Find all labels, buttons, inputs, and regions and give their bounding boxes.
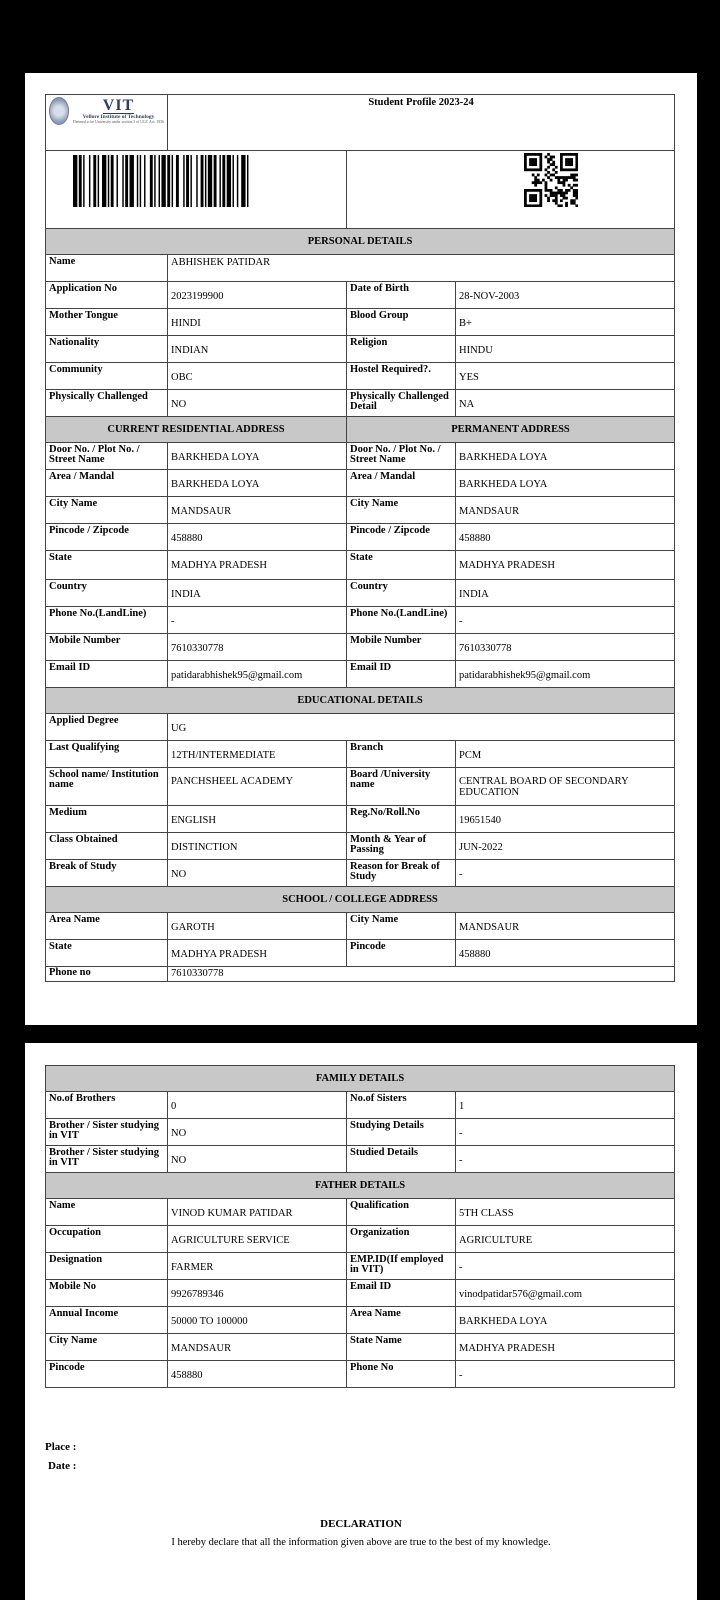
designation-value: FARMER <box>168 1253 347 1280</box>
physically-challenged-detail-label: Physically Challenged Detail <box>347 390 456 417</box>
board-value: CENTRAL BOARD OF SECONDARY EDUCATION <box>456 768 675 806</box>
current-area-value: BARKHEDA LOYA <box>168 470 347 497</box>
section-school-address: SCHOOL / COLLEGE ADDRESS <box>46 887 675 913</box>
nationality-value: INDIAN <box>168 336 347 363</box>
permanent-pincode-label: Pincode / Zipcode <box>347 524 456 551</box>
name-value: ABHISHEK PATIDAR <box>168 255 675 282</box>
emp-id-value: - <box>456 1253 675 1280</box>
father-state-value: MADHYA PRADESH <box>456 1334 675 1361</box>
school-pincode-value: 458880 <box>456 940 675 967</box>
annual-income-value: 50000 TO 100000 <box>168 1307 347 1334</box>
reg-no-value: 19651540 <box>456 806 675 833</box>
father-phone-value: - <box>456 1361 675 1388</box>
month-year-value: JUN-2022 <box>456 833 675 860</box>
school-area-value: GAROTH <box>168 913 347 940</box>
permanent-door-label: Door No. / Plot No. / Street Name <box>347 443 456 470</box>
section-personal-details: PERSONAL DETAILS <box>46 229 675 255</box>
current-door-value: BARKHEDA LOYA <box>168 443 347 470</box>
hostel-value: YES <box>456 363 675 390</box>
permanent-mobile-label: Mobile Number <box>347 634 456 661</box>
occupation-label: Occupation <box>46 1226 168 1253</box>
current-mobile-label: Mobile Number <box>46 634 168 661</box>
break-of-study-value: NO <box>168 860 347 887</box>
blood-group-label: Blood Group <box>347 309 456 336</box>
occupation-value: AGRICULTURE SERVICE <box>168 1226 347 1253</box>
qualification-value: 5TH CLASS <box>456 1199 675 1226</box>
current-pincode-value: 458880 <box>168 524 347 551</box>
qualification-label: Qualification <box>347 1199 456 1226</box>
mother-tongue-label: Mother Tongue <box>46 309 168 336</box>
school-city-label: City Name <box>347 913 456 940</box>
father-area-value: BARKHEDA LOYA <box>456 1307 675 1334</box>
father-city-label: City Name <box>46 1334 168 1361</box>
logo-tagline: Deemed to be University under section 3 of UGC Act, 1956 <box>72 120 164 124</box>
current-country-value: INDIA <box>168 580 347 607</box>
applied-degree-label: Applied Degree <box>46 714 168 741</box>
annual-income-label: Annual Income <box>46 1307 168 1334</box>
school-pincode-label: Pincode <box>347 940 456 967</box>
dob-label: Date of Birth <box>347 282 456 309</box>
nationality-label: Nationality <box>46 336 168 363</box>
father-pincode-label: Pincode <box>46 1361 168 1388</box>
logo-title: VIT <box>102 97 135 114</box>
qr-cell <box>347 151 675 229</box>
school-state-value: MADHYA PRADESH <box>168 940 347 967</box>
permanent-state-label: State <box>347 551 456 580</box>
application-no-label: Application No <box>46 282 168 309</box>
permanent-phone-value: - <box>456 607 675 634</box>
reason-break-label: Reason for Break of Study <box>347 860 456 887</box>
father-mobile-label: Mobile No <box>46 1280 168 1307</box>
permanent-door-value: BARKHEDA LOYA <box>456 443 675 470</box>
sibling-studied-label: Brother / Sister studying in VIT <box>46 1146 168 1173</box>
brothers-label: No.of Brothers <box>46 1092 168 1119</box>
current-phone-value: - <box>168 607 347 634</box>
permanent-email-label: Email ID <box>347 661 456 688</box>
place-label: Place : <box>45 1441 77 1453</box>
month-year-label: Month & Year of Passing <box>347 833 456 860</box>
emp-id-label: EMP.ID(If employed in VIT) <box>347 1253 456 1280</box>
application-no-value: 2023199900 <box>168 282 347 309</box>
community-label: Community <box>46 363 168 390</box>
profile-table-2 <box>45 1065 675 1388</box>
studied-details-label: Studied Details <box>347 1146 456 1173</box>
branch-label: Branch <box>347 741 456 768</box>
school-area-label: Area Name <box>46 913 168 940</box>
father-name-label: Name <box>46 1199 168 1226</box>
section-current-address: CURRENT RESIDENTIAL ADDRESS <box>46 417 347 443</box>
permanent-email-value: patidarabhishek95@gmail.com <box>456 661 675 688</box>
permanent-phone-label: Phone No.(LandLine) <box>347 607 456 634</box>
class-obtained-label: Class Obtained <box>46 833 168 860</box>
mother-tongue-value: HINDI <box>168 309 347 336</box>
brothers-value: 0 <box>168 1092 347 1119</box>
religion-label: Religion <box>347 336 456 363</box>
applied-degree-value: UG <box>168 714 675 741</box>
declaration-text: I hereby declare that all the information given above are true to the best of my knowledge. <box>171 1537 551 1548</box>
current-state-value: MADHYA PRADESH <box>168 551 347 580</box>
class-obtained-value: DISTINCTION <box>168 833 347 860</box>
sisters-value: 1 <box>456 1092 675 1119</box>
sisters-label: No.of Sisters <box>347 1092 456 1119</box>
sibling-studying-label: Brother / Sister studying in VIT <box>46 1119 168 1146</box>
page-title: Student Profile 2023-24 <box>168 95 675 151</box>
current-area-label: Area / Mandal <box>46 470 168 497</box>
profile-page-1 <box>25 73 697 1025</box>
last-qualifying-label: Last Qualifying <box>46 741 168 768</box>
profile-table-1 <box>45 94 675 982</box>
father-email-value: vinodpatidar576@gmail.com <box>456 1280 675 1307</box>
permanent-area-value: BARKHEDA LOYA <box>456 470 675 497</box>
board-label: Board /University name <box>347 768 456 806</box>
current-state-label: State <box>46 551 168 580</box>
sibling-studied-value: NO <box>168 1146 347 1173</box>
reason-break-value: - <box>456 860 675 887</box>
school-name-value: PANCHSHEEL ACADEMY <box>168 768 347 806</box>
permanent-country-label: Country <box>347 580 456 607</box>
school-phone-label: Phone no <box>46 967 168 982</box>
logo-cell <box>46 95 168 151</box>
physically-challenged-label: Physically Challenged <box>46 390 168 417</box>
medium-label: Medium <box>46 806 168 833</box>
father-name-value: VINOD KUMAR PATIDAR <box>168 1199 347 1226</box>
school-city-value: MANDSAUR <box>456 913 675 940</box>
dob-value: 28-NOV-2003 <box>456 282 675 309</box>
school-state-label: State <box>46 940 168 967</box>
father-mobile-value: 9926789346 <box>168 1280 347 1307</box>
permanent-city-value: MANDSAUR <box>456 497 675 524</box>
sibling-studying-value: NO <box>168 1119 347 1146</box>
father-email-label: Email ID <box>347 1280 456 1307</box>
current-city-label: City Name <box>46 497 168 524</box>
father-city-value: MANDSAUR <box>168 1334 347 1361</box>
blood-group-value: B+ <box>456 309 675 336</box>
section-permanent-address: PERMANENT ADDRESS <box>347 417 675 443</box>
declaration-title: DECLARATION <box>320 1518 402 1530</box>
current-email-label: Email ID <box>46 661 168 688</box>
seal-icon <box>49 97 69 125</box>
father-pincode-value: 458880 <box>168 1361 347 1388</box>
school-phone-value: 7610330778 <box>168 967 675 982</box>
vit-logo <box>49 97 164 125</box>
section-family-details: FAMILY DETAILS <box>46 1066 675 1092</box>
studying-details-value: - <box>456 1119 675 1146</box>
profile-page-2 <box>25 1043 697 1600</box>
section-father-details: FATHER DETAILS <box>46 1173 675 1199</box>
current-email-value: patidarabhishek95@gmail.com <box>168 661 347 688</box>
barcode-icon <box>71 153 321 209</box>
physically-challenged-value: NO <box>168 390 347 417</box>
section-educational-details: EDUCATIONAL DETAILS <box>46 688 675 714</box>
designation-label: Designation <box>46 1253 168 1280</box>
father-phone-label: Phone No <box>347 1361 456 1388</box>
logo-subtitle: Vellore Institute of Technology <box>82 114 155 120</box>
branch-value: PCM <box>456 741 675 768</box>
qr-code-icon <box>524 153 578 207</box>
barcode-cell <box>46 151 347 229</box>
studying-details-label: Studying Details <box>347 1119 456 1146</box>
religion-value: HINDU <box>456 336 675 363</box>
last-qualifying-value: 12TH/INTERMEDIATE <box>168 741 347 768</box>
organization-label: Organization <box>347 1226 456 1253</box>
current-phone-label: Phone No.(LandLine) <box>46 607 168 634</box>
studied-details-value: - <box>456 1146 675 1173</box>
permanent-city-label: City Name <box>347 497 456 524</box>
name-label: Name <box>46 255 168 282</box>
current-pincode-label: Pincode / Zipcode <box>46 524 168 551</box>
current-door-label: Door No. / Plot No. / Street Name <box>46 443 168 470</box>
physically-challenged-detail-value: NA <box>456 390 675 417</box>
father-area-label: Area Name <box>347 1307 456 1334</box>
medium-value: ENGLISH <box>168 806 347 833</box>
current-mobile-value: 7610330778 <box>168 634 347 661</box>
break-of-study-label: Break of Study <box>46 860 168 887</box>
current-city-value: MANDSAUR <box>168 497 347 524</box>
permanent-mobile-value: 7610330778 <box>456 634 675 661</box>
organization-value: AGRICULTURE <box>456 1226 675 1253</box>
father-state-label: State Name <box>347 1334 456 1361</box>
date-label: Date : <box>48 1460 77 1472</box>
reg-no-label: Reg.No/Roll.No <box>347 806 456 833</box>
permanent-pincode-value: 458880 <box>456 524 675 551</box>
school-name-label: School name/ Institution name <box>46 768 168 806</box>
current-country-label: Country <box>46 580 168 607</box>
permanent-country-value: INDIA <box>456 580 675 607</box>
hostel-label: Hostel Required?. <box>347 363 456 390</box>
permanent-state-value: MADHYA PRADESH <box>456 551 675 580</box>
community-value: OBC <box>168 363 347 390</box>
permanent-area-label: Area / Mandal <box>347 470 456 497</box>
